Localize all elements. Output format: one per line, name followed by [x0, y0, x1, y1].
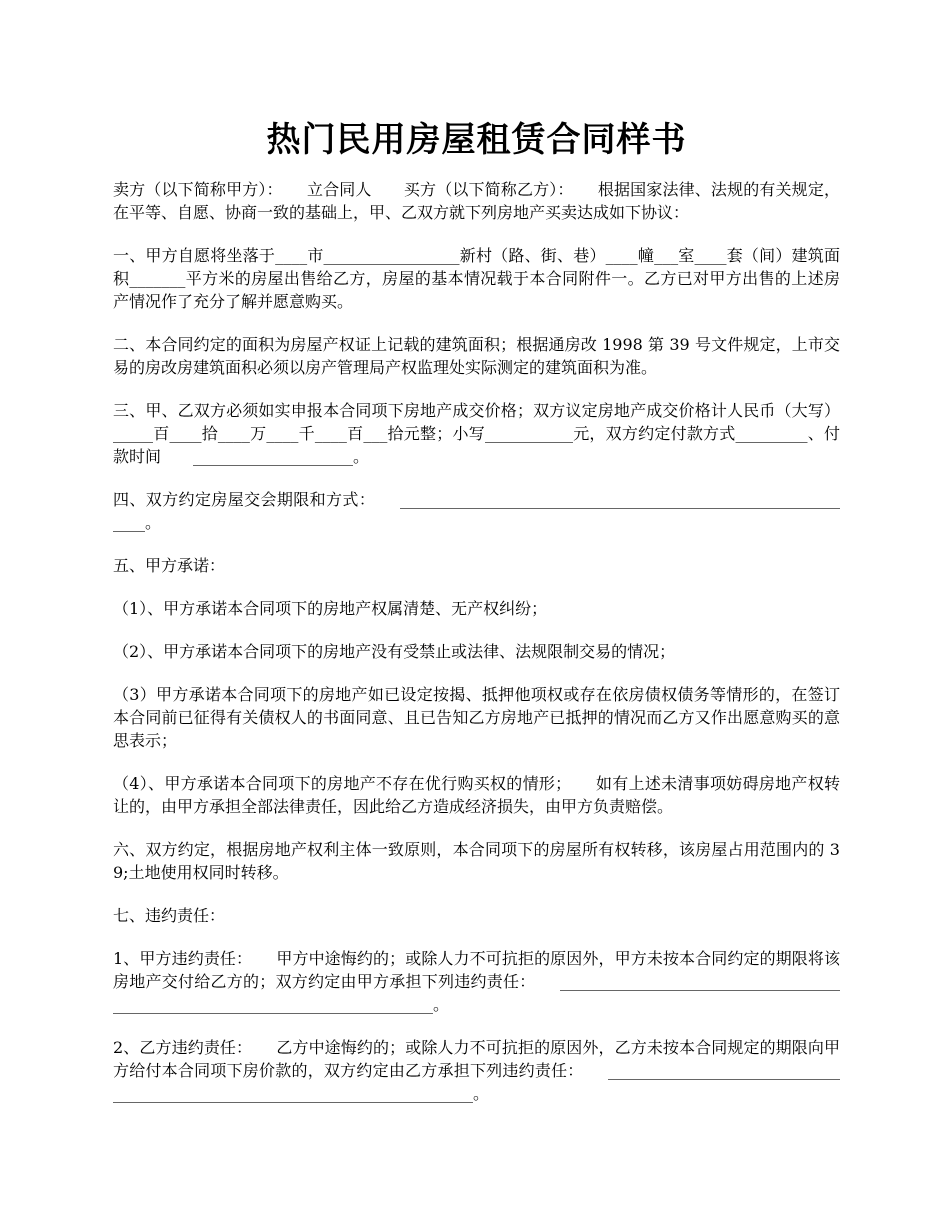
paragraph-clause-1: 一、甲方自愿将坐落于____市_________________新村（路、街、巷）____幢___室____套（间）建筑面积_______平方米的房屋出售给乙方，房屋的基本情况载于本合同附件一。乙方已对甲方出售的上述房产情况作了充分了解并愿意购买。 [113, 246, 840, 311]
paragraph-clause-7-item-1: 1、甲方违约责任： 甲方中途悔约的；或除人力不可抗拒的原因外，甲方未按本合同约定的期限将该房地产交付给乙方的；双方约定由甲方承担下列违约责任： ___________________________________________________________________________。 [113, 949, 840, 1014]
paragraph-clause-5-item-3: （3）甲方承诺本合同项下的房地产如已设定按揭、抵押他项权或存在依房债权债务等情形的，在签订本合同前已征得有关债权人的书面同意、且已告知乙方房地产已抵押的情况而乙方又作出愿意购买的意思表示； [113, 685, 840, 750]
paragraph-clause-3: 三、甲、乙双方必须如实申报本合同项下房地产成交价格；双方议定房地产成交价格计人民币（大写）_____百____拾____万____千____百___拾元整；小写___________元，双方约定付款方式_________、付款时间 ____________________。 [113, 401, 840, 466]
paragraph-clause-5-item-2: （2）、甲方承诺本合同项下的房地产没有受禁止或法律、法规限制交易的情况； [113, 642, 676, 661]
paragraph-clause-7-item-2: 2、乙方违约责任： 乙方中途悔约的；或除人力不可抗拒的原因外，乙方未按本合同规定的期限向甲方给付本合同项下房价款的，双方约定由乙方承担下列违约责任： __________________________________________________________________________。 [113, 1038, 840, 1103]
paragraph-clause-5-item-4: （4）、甲方承诺本合同项下的房地产不存在优行购买权的情形； 如有上述未清事项妨碍房地产权转让的，由甲方承担全部法律责任，因此给乙方造成经济损失，由甲方负责赔偿。 [113, 774, 840, 816]
paragraph-preamble: 卖方（以下简称甲方）： 立合同人 买方（以下简称乙方）： 根据国家法律、法规的有关规定，在平等、自愿、协商一致的基础上，甲、乙双方就下列房地产买卖达成如下协议： [113, 180, 840, 222]
paragraph-clause-6: 六、双方约定，根据房地产权利主体一致原则，本合同项下的房屋所有权转移，该房屋占用范围内的 39;土地使用权同时转移。 [113, 840, 840, 882]
paragraph-clause-7-heading: 七、违约责任： [113, 906, 226, 925]
document-title: 热门民用房屋租赁合同样书 [266, 120, 687, 160]
paragraph-clause-5-item-1: （1）、甲方承诺本合同项下的房地产权属清楚、无产权纠纷； [113, 599, 548, 618]
document-body [113, 178, 840, 1125]
paragraph-clause-5-heading: 五、甲方承诺： [113, 556, 226, 575]
paragraph-clause-2: 二、本合同约定的面积为房屋产权证上记载的建筑面积；根据通房改 1998 第 39 号文件规定，上市交易的房改房建筑面积必须以房产管理局产权监理处实际测定的建筑面积为准。 [113, 335, 840, 377]
paragraph-clause-4: 四、双方约定房屋交会期限和方式： ___________________________________________________________。 [113, 490, 840, 532]
